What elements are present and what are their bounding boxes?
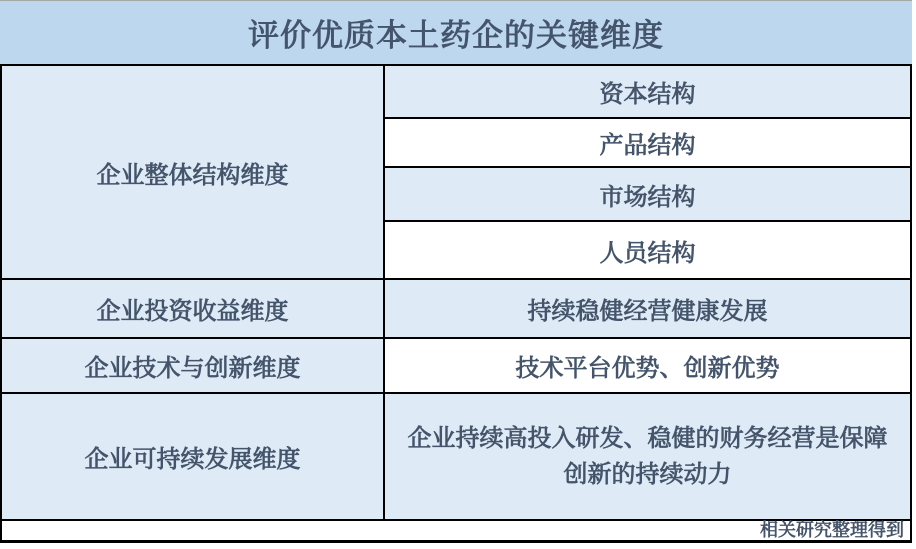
dimension-cell-technology-innovation: 企业技术与创新维度: [2, 339, 385, 394]
item-cell-rd-investment: 企业持续高投入研发、稳健的财务经营是保障创新的持续动力: [385, 394, 910, 519]
dimension-cell-investment-return: 企业投资收益维度: [2, 280, 385, 339]
source-note: 相关研究整理得到: [0, 521, 912, 543]
item-cell-stable-operation: 持续稳健经营健康发展: [385, 280, 910, 339]
table-title: 评价优质本土药企的关键维度: [0, 0, 912, 64]
item-cell-capital-structure: 资本结构: [385, 66, 910, 119]
item-cell-market-structure: 市场结构: [385, 168, 910, 222]
dimension-cell-overall-structure: 企业整体结构维度: [2, 66, 385, 280]
dimensions-table: [0, 64, 912, 521]
item-cell-tech-platform-advantage: 技术平台优势、创新优势: [385, 339, 910, 394]
item-cell-product-structure: 产品结构: [385, 119, 910, 168]
dimension-cell-sustainable-development: 企业可持续发展维度: [2, 394, 385, 519]
item-cell-personnel-structure: 人员结构: [385, 222, 910, 280]
